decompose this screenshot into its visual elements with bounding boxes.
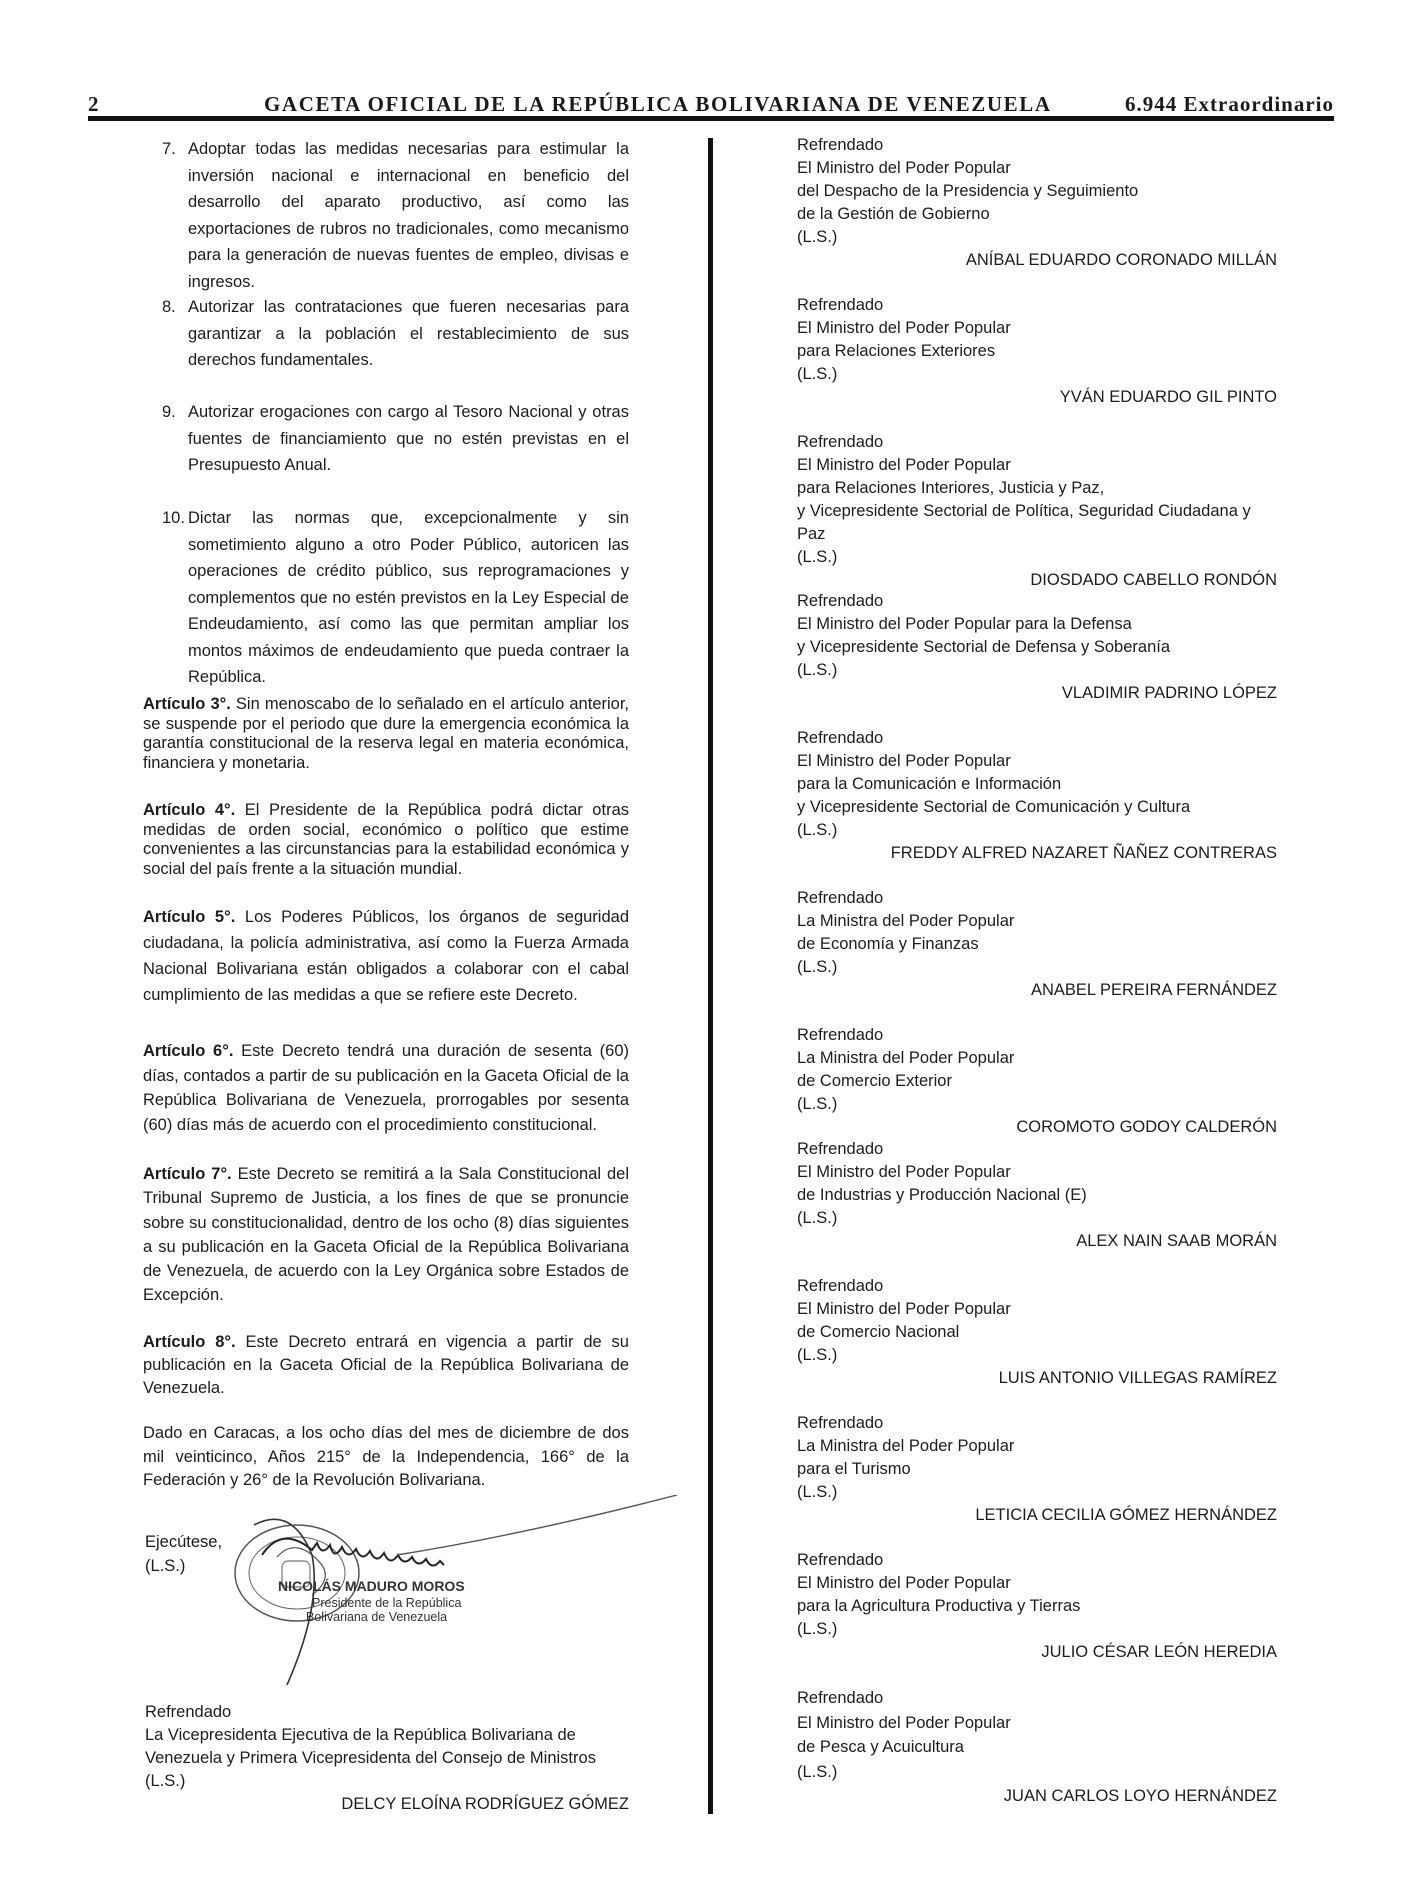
- refrendo-line: (L.S.): [797, 821, 838, 839]
- page-number: 2: [88, 92, 100, 116]
- refrendo-line: (L.S.): [797, 958, 838, 976]
- refrendo-block: [797, 1024, 1277, 1139]
- refrendo-line: (L.S.): [797, 1209, 838, 1227]
- edition-number: 6.944 Extraordinario: [1125, 92, 1334, 116]
- article-text: Este Decreto se remitirá a la Sala Constitucional del Tribunal Supremo de Justicia, a los fines de que se pronuncie sobre su constitucionalidad, dentro de los ocho (8) días siguientes a su publicación en la Gaceta Oficial de la República Bolivariana de Venezuela, de acuerdo con la Ley Orgánica sobre Estados de Excepción.: [143, 1165, 629, 1305]
- signatory-name: COROMOTO GODOY CALDERÓN: [1016, 1118, 1277, 1136]
- refrendo-line: El Ministro del Poder Popular: [797, 456, 1011, 474]
- article-label: Artículo 7°.: [143, 1165, 232, 1183]
- refrendo-line: Refrendado: [797, 136, 884, 154]
- refrendo-line: (L.S.): [797, 1762, 838, 1781]
- signatory-name: DIOSDADO CABELLO RONDÓN: [1030, 571, 1277, 589]
- refrendo-line: La Ministra del Poder Popular: [797, 1437, 1015, 1455]
- refrendo-line: (L.S.): [797, 661, 838, 679]
- refrendo-block: [797, 1138, 1277, 1253]
- refrendo-line: El Ministro del Poder Popular: [797, 319, 1011, 337]
- refrendo-line: (L.S.): [797, 365, 838, 383]
- refrendo-line: de Comercio Nacional: [797, 1323, 960, 1341]
- execute-block: [145, 1530, 222, 1578]
- signatory-name: ANÍBAL EDUARDO CORONADO MILLÁN: [965, 251, 1277, 269]
- item-number: 7.: [162, 140, 176, 158]
- presidential-signature-seal: [222, 1495, 682, 1695]
- refrendo-line: La Ministra del Poder Popular: [797, 912, 1015, 930]
- refrendo-line: Refrendado: [145, 1703, 232, 1721]
- refrendo-block: [797, 134, 1277, 272]
- refrendo-line: Refrendado: [797, 296, 884, 314]
- item-text: Autorizar las contrataciones que fueren necesarias para garantizar a la población el restablecimiento de sus derechos fundamentales.: [188, 298, 629, 369]
- refrendo-line: (L.S.): [797, 1620, 838, 1638]
- list-item: [162, 294, 629, 374]
- refrendo-line: y Vicepresidente Sectorial de Defensa y Soberanía: [797, 638, 1171, 656]
- article-label: Artículo 3°.: [143, 695, 231, 713]
- refrendo-line: para el Turismo: [797, 1460, 911, 1478]
- refrendo-line: El Ministro del Poder Popular: [797, 752, 1011, 770]
- list-item: [162, 505, 629, 691]
- refrendo-line: La Vicepresidenta Ejecutiva de la República Bolivariana de: [145, 1726, 576, 1744]
- refrendo-block: [797, 431, 1277, 592]
- item-number: 10.: [162, 509, 185, 527]
- refrendo-line: de Comercio Exterior: [797, 1072, 952, 1090]
- list-item: [162, 399, 629, 479]
- signatory-name: VLADIMIR PADRINO LÓPEZ: [1061, 684, 1277, 702]
- signatory-name: YVÁN EDUARDO GIL PINTO: [1059, 388, 1277, 406]
- refrendo-block: [797, 887, 1277, 1002]
- refrendo-line: Refrendado: [797, 1140, 884, 1158]
- refrendo-vicepresidenta: [145, 1701, 629, 1816]
- signatory-name: JULIO CÉSAR LEÓN HEREDIA: [1041, 1643, 1277, 1661]
- article-text: Este Decreto entrará en vigencia a partir de su publicación en la Gaceta Oficial de la República Bolivariana de Venezuela.: [143, 1333, 629, 1397]
- article-6: [143, 1039, 629, 1137]
- article-7: [143, 1162, 629, 1308]
- signatory-name: DELCY ELOÍNA RODRÍGUEZ GÓMEZ: [341, 1795, 629, 1813]
- column-divider: [708, 138, 713, 1814]
- article-label: Artículo 4°.: [143, 801, 236, 819]
- article-text: Este Decreto tendrá una duración de sesenta (60) días, contados a partir de su publicación en la Gaceta Oficial de la República Bolivariana de Venezuela, prorrogables por sesenta (60) días más de acuerdo con el procedimiento constitucional.: [143, 1042, 629, 1134]
- execute-label: Ejecútese,: [145, 1533, 223, 1551]
- gazette-header: [88, 92, 1334, 118]
- refrendo-line: El Ministro del Poder Popular: [797, 159, 1011, 177]
- refrendo-line: Refrendado: [797, 1414, 884, 1432]
- refrendo-line: (L.S.): [797, 1095, 838, 1113]
- refrendo-block: [797, 1549, 1277, 1664]
- signatory-name: FREDDY ALFRED NAZARET ÑAÑEZ CONTRERAS: [890, 844, 1277, 862]
- signatory-name: LETICIA CECILIA GÓMEZ HERNÁNDEZ: [975, 1506, 1277, 1524]
- header-rule: [88, 116, 1334, 121]
- refrendo-line: para Relaciones Interiores, Justicia y Paz,: [797, 479, 1105, 497]
- refrendo-block: [797, 727, 1277, 865]
- refrendo-line: Refrendado: [797, 1551, 884, 1569]
- refrendo-line: Refrendado: [797, 1277, 884, 1295]
- refrendo-line: para la Comunicación e Información: [797, 775, 1062, 793]
- article-4: [143, 801, 629, 879]
- refrendo-line: y Vicepresidente Sectorial de Comunicación y Cultura: [797, 798, 1191, 816]
- item-number: 8.: [162, 298, 176, 316]
- refrendo-line: de Pesca y Acuicultura: [797, 1738, 964, 1756]
- refrendo-line: Refrendado: [797, 592, 884, 610]
- refrendo-line: Refrendado: [797, 729, 884, 747]
- item-text: Adoptar todas las medidas necesarias para estimular la inversión nacional e internacional en beneficio del desarrollo del aparato productivo, así como las exportaciones de rubros no tradicionales, como mecanismo para la generación de nuevas fuentes de empleo, divisas e ingresos.: [188, 140, 629, 291]
- refrendo-line: Refrendado: [797, 1689, 884, 1707]
- refrendo-line: (L.S.): [797, 1483, 838, 1501]
- refrendo-line: El Ministro del Poder Popular: [797, 1300, 1011, 1318]
- article-5: [143, 904, 629, 1008]
- refrendo-line: Venezuela y Primera Vicepresidenta del Consejo de Ministros: [145, 1749, 596, 1767]
- article-text: Los Poderes Públicos, los órganos de seguridad ciudadana, la policía administrativa, así como la Fuerza Armada Nacional Bolivariana están obligados a colaborar con el cabal cumplimiento de las medidas a que se refiere este Decreto.: [143, 908, 629, 1004]
- seal-name: NICOLÁS MADURO MOROS: [278, 1578, 465, 1594]
- signatory-name: ALEX NAIN SAAB MORÁN: [1076, 1232, 1277, 1250]
- refrendo-line: del Despacho de la Presidencia y Seguimiento: [797, 182, 1139, 200]
- item-number: 9.: [162, 403, 176, 421]
- refrendo-line: (L.S.): [797, 1346, 838, 1364]
- signatory-name: LUIS ANTONIO VILLEGAS RAMÍREZ: [998, 1369, 1277, 1387]
- article-label: Artículo 8°.: [143, 1333, 236, 1351]
- article-3: [143, 695, 629, 773]
- refrendo-block: [797, 294, 1277, 409]
- signatory-name: ANABEL PEREIRA FERNÁNDEZ: [1030, 981, 1277, 999]
- article-text: Sin menoscabo de lo señalado en el artículo anterior, se suspende por el periodo que dure la emergencia económica la garantía constitucional de la reserva legal en materia económica, financiera y monetaria.: [143, 695, 629, 772]
- article-8: [143, 1331, 629, 1400]
- refrendo-line: La Ministra del Poder Popular: [797, 1049, 1015, 1067]
- refrendo-line: (L.S.): [797, 228, 838, 246]
- refrendo-line: El Ministro del Poder Popular: [797, 1574, 1011, 1592]
- refrendo-line: Refrendado: [797, 1026, 884, 1044]
- refrendo-line: de la Gestión de Gobierno: [797, 205, 990, 223]
- list-item: [162, 136, 629, 295]
- refrendo-line: El Ministro del Poder Popular: [797, 1713, 1011, 1732]
- article-text: El Presidente de la República podrá dictar otras medidas de orden social, económico o político que estime convenientes a las circunstancias para la estabilidad económica y social del país frente a la situación mundial.: [143, 801, 629, 878]
- article-label: Artículo 5°.: [143, 908, 236, 926]
- article-label: Artículo 6°.: [143, 1042, 234, 1060]
- refrendo-line: El Ministro del Poder Popular: [797, 1163, 1011, 1181]
- item-text: Dictar las normas que, excepcionalmente y sin sometimiento alguno a otro Poder Público, autoricen las operaciones de crédito público, sus reprogramaciones y complementos que no estén previstos en la Ley Especial de Endeudamiento, así como las que permitan ampliar los montos máximos de endeudamiento que pueda contraer la República.: [188, 509, 629, 686]
- refrendo-block: [797, 1686, 1277, 1809]
- refrendo-line: de Industrias y Producción Nacional (E): [797, 1186, 1087, 1204]
- refrendo-block: [797, 1412, 1277, 1527]
- refrendo-block: [797, 1275, 1277, 1390]
- closing-text: Dado en Caracas, a los ocho días del mes de diciembre de dos mil veinticinco, Años 215° de la Independencia, 166° de la Federación y 26° de la Revolución Bolivariana.: [143, 1424, 629, 1489]
- refrendo-line: de Economía y Finanzas: [797, 935, 979, 953]
- gazette-title: GACETA OFICIAL DE LA REPÚBLICA BOLIVARIANA DE VENEZUELA: [264, 92, 1052, 116]
- execute-ls: (L.S.): [145, 1557, 186, 1575]
- refrendo-block: [797, 590, 1277, 705]
- refrendo-line: (L.S.): [797, 548, 838, 566]
- refrendo-line: Refrendado: [797, 433, 884, 451]
- closing-paragraph: [143, 1422, 629, 1493]
- refrendo-line: para la Agricultura Productiva y Tierras: [797, 1597, 1081, 1615]
- refrendo-line: y Vicepresidente Sectorial de Política, Seguridad Ciudadana y Paz: [797, 502, 1251, 543]
- refrendo-line: (L.S.): [145, 1772, 186, 1790]
- signatory-name: JUAN CARLOS LOYO HERNÁNDEZ: [1003, 1787, 1277, 1805]
- seal-role-1: Presidente de la República: [312, 1596, 462, 1610]
- refrendo-line: Refrendado: [797, 889, 884, 907]
- item-text: Autorizar erogaciones con cargo al Tesoro Nacional y otras fuentes de financiamiento que no estén previstas en el Presupuesto Anual.: [188, 403, 629, 474]
- refrendo-line: El Ministro del Poder Popular para la Defensa: [797, 615, 1132, 633]
- seal-role-2: Bolivariana de Venezuela: [306, 1610, 448, 1624]
- refrendo-line: para Relaciones Exteriores: [797, 342, 996, 360]
